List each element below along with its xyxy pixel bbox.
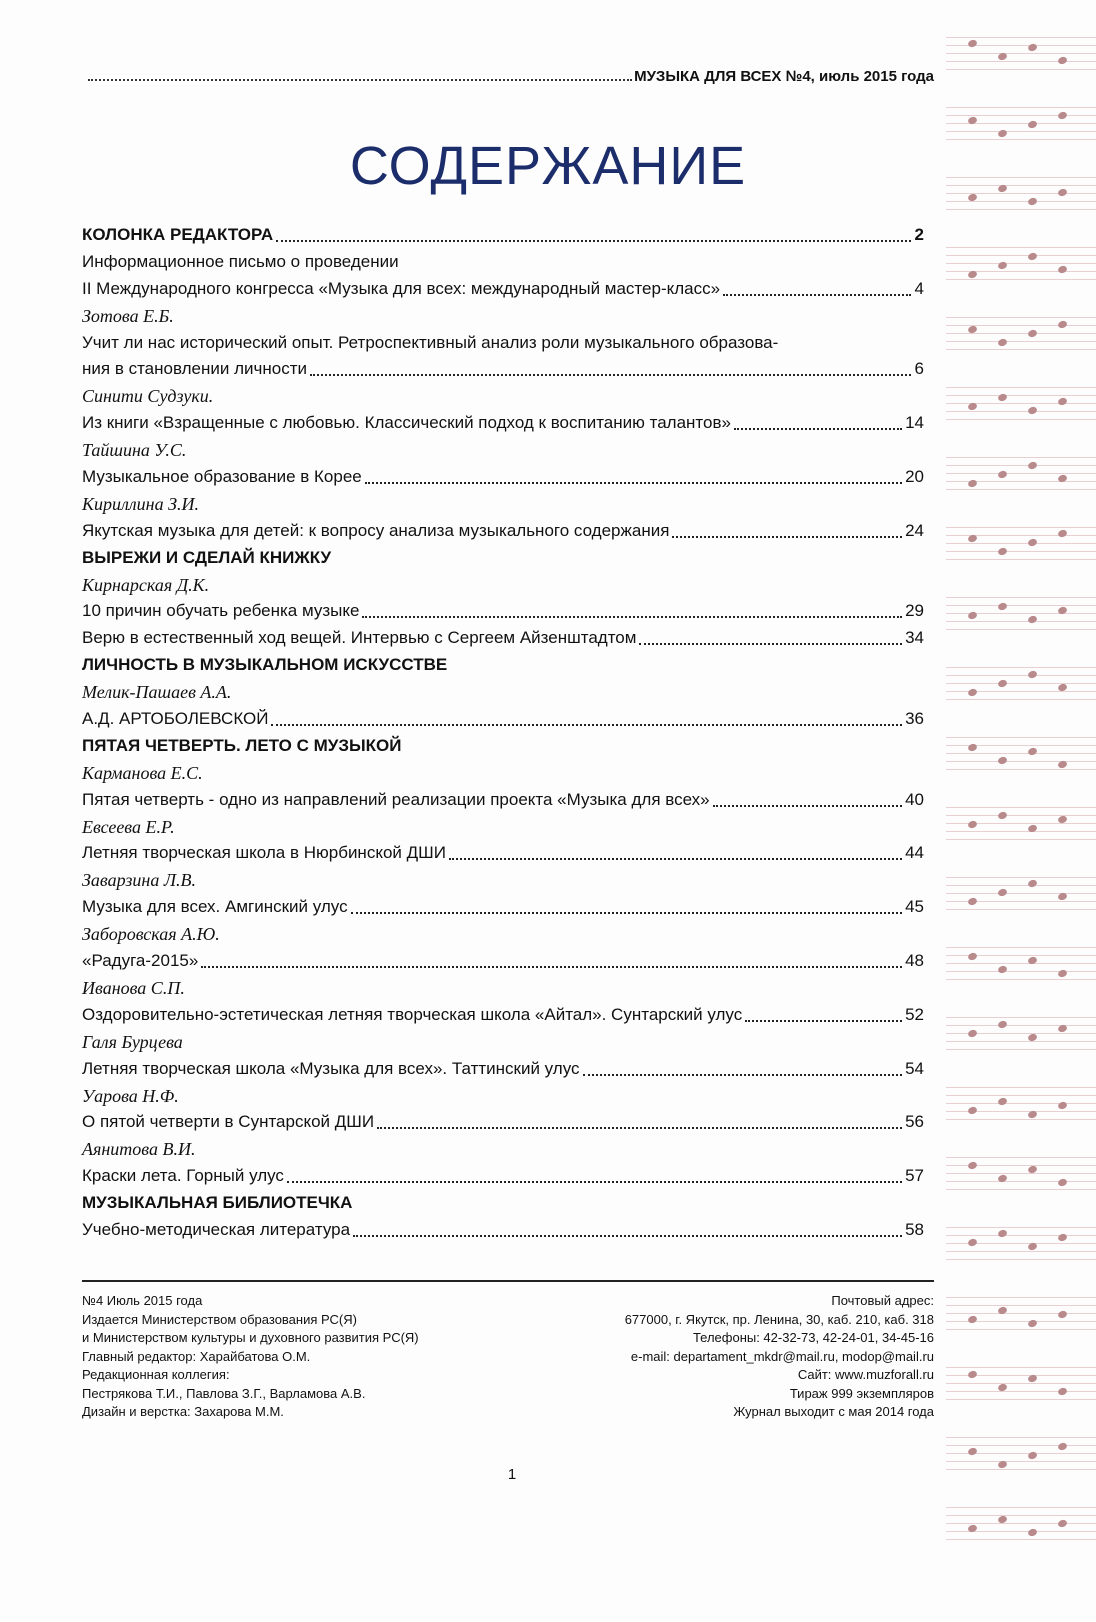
toc-text: О пятой четверти в Сунтарской ДШИ [82, 1112, 375, 1132]
toc-text: Заборовская А.Ю. [82, 924, 220, 945]
footer-line: Почтовый адрес: [831, 1293, 934, 1308]
toc-entry[interactable] [82, 1002, 924, 1029]
toc-author [82, 975, 924, 1002]
toc-author [82, 1083, 924, 1110]
toc-text: Аянитова В.И. [82, 1139, 196, 1160]
toc-text: Заварзина Л.В. [82, 870, 197, 891]
toc-text: Пятая четверть - одно из направлений реализации проекта «Музыка для всех» [82, 789, 710, 809]
toc-author [82, 679, 924, 706]
toc-text: «Радуга-2015» [82, 951, 199, 971]
toc-entry[interactable] [82, 410, 924, 437]
toc-page-number: 20 [905, 467, 924, 487]
toc-entry[interactable] [82, 276, 924, 303]
footer-line: Журнал выходит с мая 2014 года [733, 1404, 934, 1419]
toc-text: Верю в естественный ход вещей. Интервью с Сергеем Айзенштадтом [82, 628, 637, 648]
dot-leader [351, 894, 902, 914]
toc-text: Уарова Н.Ф. [82, 1085, 179, 1106]
toc-text: Учебно-методическая литература [82, 1219, 351, 1239]
staff-lines [946, 380, 1096, 420]
page-number: 1 [507, 1466, 517, 1483]
footer-line: Тираж 999 экземпляров [789, 1385, 934, 1401]
dot-leader [310, 356, 911, 376]
toc-text: Летняя творческая школа «Музыка для всех». Таттинский улус [82, 1058, 580, 1078]
toc-text: Тайшина У.С. [82, 440, 187, 461]
toc-entry[interactable] [82, 1217, 924, 1244]
table-of-contents [82, 222, 924, 1244]
toc-entry[interactable] [82, 1056, 924, 1083]
toc-entry[interactable] [82, 706, 924, 733]
toc-author [82, 491, 924, 518]
staff-lines [946, 1290, 1096, 1330]
toc-text: ЛИЧНОСТЬ В МУЗЫКАЛЬНОМ ИСКУССТВЕ [82, 655, 448, 675]
staff-lines [946, 1360, 1096, 1400]
dot-leader [672, 518, 902, 538]
toc-author [82, 303, 924, 330]
running-header [88, 68, 934, 85]
toc-page-number: 24 [905, 520, 924, 540]
toc-text: Учит ли нас исторический опыт. Ретроспективный анализ роли музыкального образова- [82, 332, 779, 352]
toc-entry[interactable] [82, 894, 924, 921]
toc-page-number: 36 [905, 709, 924, 729]
toc-entry[interactable] [82, 787, 924, 814]
toc-text: КОЛОНКА РЕДАКТОРА [82, 225, 274, 244]
footer-line: Дизайн и верстка: Захарова М.М. [82, 1404, 284, 1419]
toc-entry[interactable] [82, 464, 924, 491]
toc-page-number: 57 [905, 1166, 924, 1186]
dot-leader [377, 1109, 902, 1129]
footer-line: №4 Июль 2015 года [82, 1293, 203, 1308]
music-notes-decoration [946, 20, 1096, 1580]
toc-entry[interactable] [82, 840, 924, 867]
toc-text: ПЯТАЯ ЧЕТВЕРТЬ. ЛЕТО С МУЗЫКОЙ [82, 735, 402, 755]
toc-page-number: 45 [905, 897, 924, 917]
toc-text: Иванова С.П. [82, 977, 185, 998]
toc-page-number: 40 [905, 789, 924, 809]
toc-text: Мелик-Пашаев А.А. [82, 682, 232, 703]
toc-text: ВЫРЕЖИ И СДЕЛАЙ КНИЖКУ [82, 547, 332, 567]
dot-leader [734, 410, 902, 430]
toc-entry[interactable] [82, 948, 924, 975]
toc-text: II Международного конгресса «Музыка для всех: международный мастер-класс» [82, 278, 721, 298]
dot-leader [639, 625, 902, 645]
dot-leader [276, 222, 911, 242]
staff-lines [946, 800, 1096, 840]
toc-section [82, 733, 924, 760]
toc-page-number: 2 [914, 225, 924, 244]
toc-page-number: 29 [905, 601, 924, 621]
toc-page-number: 48 [905, 951, 924, 971]
toc-text: ния в становлении личности [82, 359, 307, 379]
toc-entry[interactable] [82, 598, 924, 625]
toc-text: Музыка для всех. Амгинский улус [82, 897, 348, 917]
footer-line: Редакционная коллегия: [82, 1367, 230, 1382]
footer-line: 677000, г. Якутск, пр. Ленина, 30, каб. 210, каб. 318 [624, 1311, 934, 1327]
page-title: СОДЕРЖАНИЕ [349, 136, 747, 196]
running-title: МУЗЫКА ДЛЯ ВСЕХ №4, июль 2015 года [634, 68, 934, 85]
footer-line: Телефоны: 42-32-73, 42-24-01, 34-45-16 [692, 1330, 934, 1345]
toc-text [82, 330, 924, 357]
toc-text: МУЗЫКАЛЬНАЯ БИБЛИОТЕЧКА [82, 1193, 353, 1213]
staff-lines [946, 1010, 1096, 1050]
toc-author [82, 867, 924, 894]
toc-page-number: 44 [905, 843, 924, 863]
toc-page-number: 14 [905, 413, 924, 433]
toc-entry[interactable] [82, 356, 924, 383]
footer-line: Издается Министерством образования РС(Я) [82, 1311, 357, 1327]
toc-text: Из книги «Взращенные с любовью. Классический подход к воспитанию талантов» [82, 413, 731, 433]
toc-text: Летняя творческая школа в Нюрбинской ДШИ [82, 843, 446, 863]
toc-entry[interactable] [82, 518, 924, 545]
toc-author [82, 1029, 924, 1056]
staff-lines [946, 940, 1096, 980]
toc-author [82, 1136, 924, 1163]
footer-line: e-mail: departament_mkdr@mail.ru, modop@mail.ru [630, 1348, 934, 1364]
staff-lines [946, 590, 1096, 630]
toc-author [82, 814, 924, 841]
footer-contacts [625, 1292, 934, 1422]
toc-author [82, 572, 924, 599]
toc-section [82, 545, 924, 572]
toc-page-number: 54 [905, 1058, 924, 1078]
dot-leader [365, 464, 902, 484]
toc-author [82, 760, 924, 787]
dot-leader [362, 598, 902, 618]
header-dot-leader [88, 68, 632, 81]
toc-text: Карманова Е.С. [82, 762, 203, 783]
toc-text: Галя Бурцева [82, 1031, 183, 1052]
dot-leader [353, 1217, 902, 1237]
footer-line: и Министерством культуры и духовного развития РС(Я) [82, 1330, 419, 1345]
dot-leader [201, 948, 902, 968]
toc-text: Синити Судзуки. [82, 386, 214, 407]
toc-text: А.Д. АРТОБОЛЕВСКОЙ [82, 709, 269, 729]
toc-section [82, 1190, 924, 1217]
toc-entry[interactable] [82, 1163, 924, 1190]
dot-leader [713, 787, 902, 807]
toc-text: Краски лета. Горный улус [82, 1166, 284, 1186]
toc-text: Кириллина З.И. [82, 493, 199, 514]
toc-page-number: 34 [905, 628, 924, 648]
staff-lines [946, 1080, 1096, 1120]
toc-page-number: 52 [905, 1004, 924, 1024]
toc-page-number: 56 [905, 1112, 924, 1132]
dot-leader [723, 276, 911, 296]
footer-imprint [82, 1292, 419, 1422]
dot-leader [583, 1056, 903, 1076]
footer-line: Пестрякова Т.И., Павлова З.Г., Варламова А.В. [82, 1385, 366, 1401]
toc-entry[interactable] [82, 625, 924, 652]
footer-line: Сайт: www.muzforall.ru [797, 1367, 934, 1382]
toc-text: Информационное письмо о проведении [82, 251, 399, 271]
staff-lines [946, 1500, 1096, 1540]
toc-text: 10 причин обучать ребенка музыке [82, 601, 360, 621]
toc-page-number: 58 [905, 1219, 924, 1239]
dot-leader [287, 1163, 902, 1183]
toc-text: Кирнарская Д.К. [82, 574, 210, 595]
toc-text: Евсеева Е.Р. [82, 816, 175, 837]
toc-section[interactable] [82, 222, 924, 249]
toc-text: Музыкальное образование в Корее [82, 467, 362, 487]
toc-page-number: 6 [914, 359, 924, 379]
toc-entry[interactable] [82, 1109, 924, 1136]
toc-author [82, 437, 924, 464]
toc-section [82, 652, 924, 679]
toc-author [82, 383, 924, 410]
toc-page-number: 4 [914, 278, 924, 298]
toc-text: Зотова Е.Б. [82, 305, 174, 326]
footer-line: Главный редактор: Харайбатова О.М. [82, 1348, 311, 1364]
footer-divider [82, 1280, 934, 1282]
toc-text: Оздоровительно-эстетическая летняя творческая школа «Айтал». Сунтарский улус [82, 1004, 743, 1024]
toc-author [82, 921, 924, 948]
staff-lines [946, 1150, 1096, 1190]
dot-leader [745, 1002, 902, 1022]
dot-leader [449, 840, 902, 860]
toc-text: Якутская музыка для детей: к вопросу анализа музыкального содержания [82, 520, 670, 540]
dot-leader [271, 706, 902, 726]
staff-lines [946, 30, 1096, 70]
toc-text [82, 249, 924, 276]
